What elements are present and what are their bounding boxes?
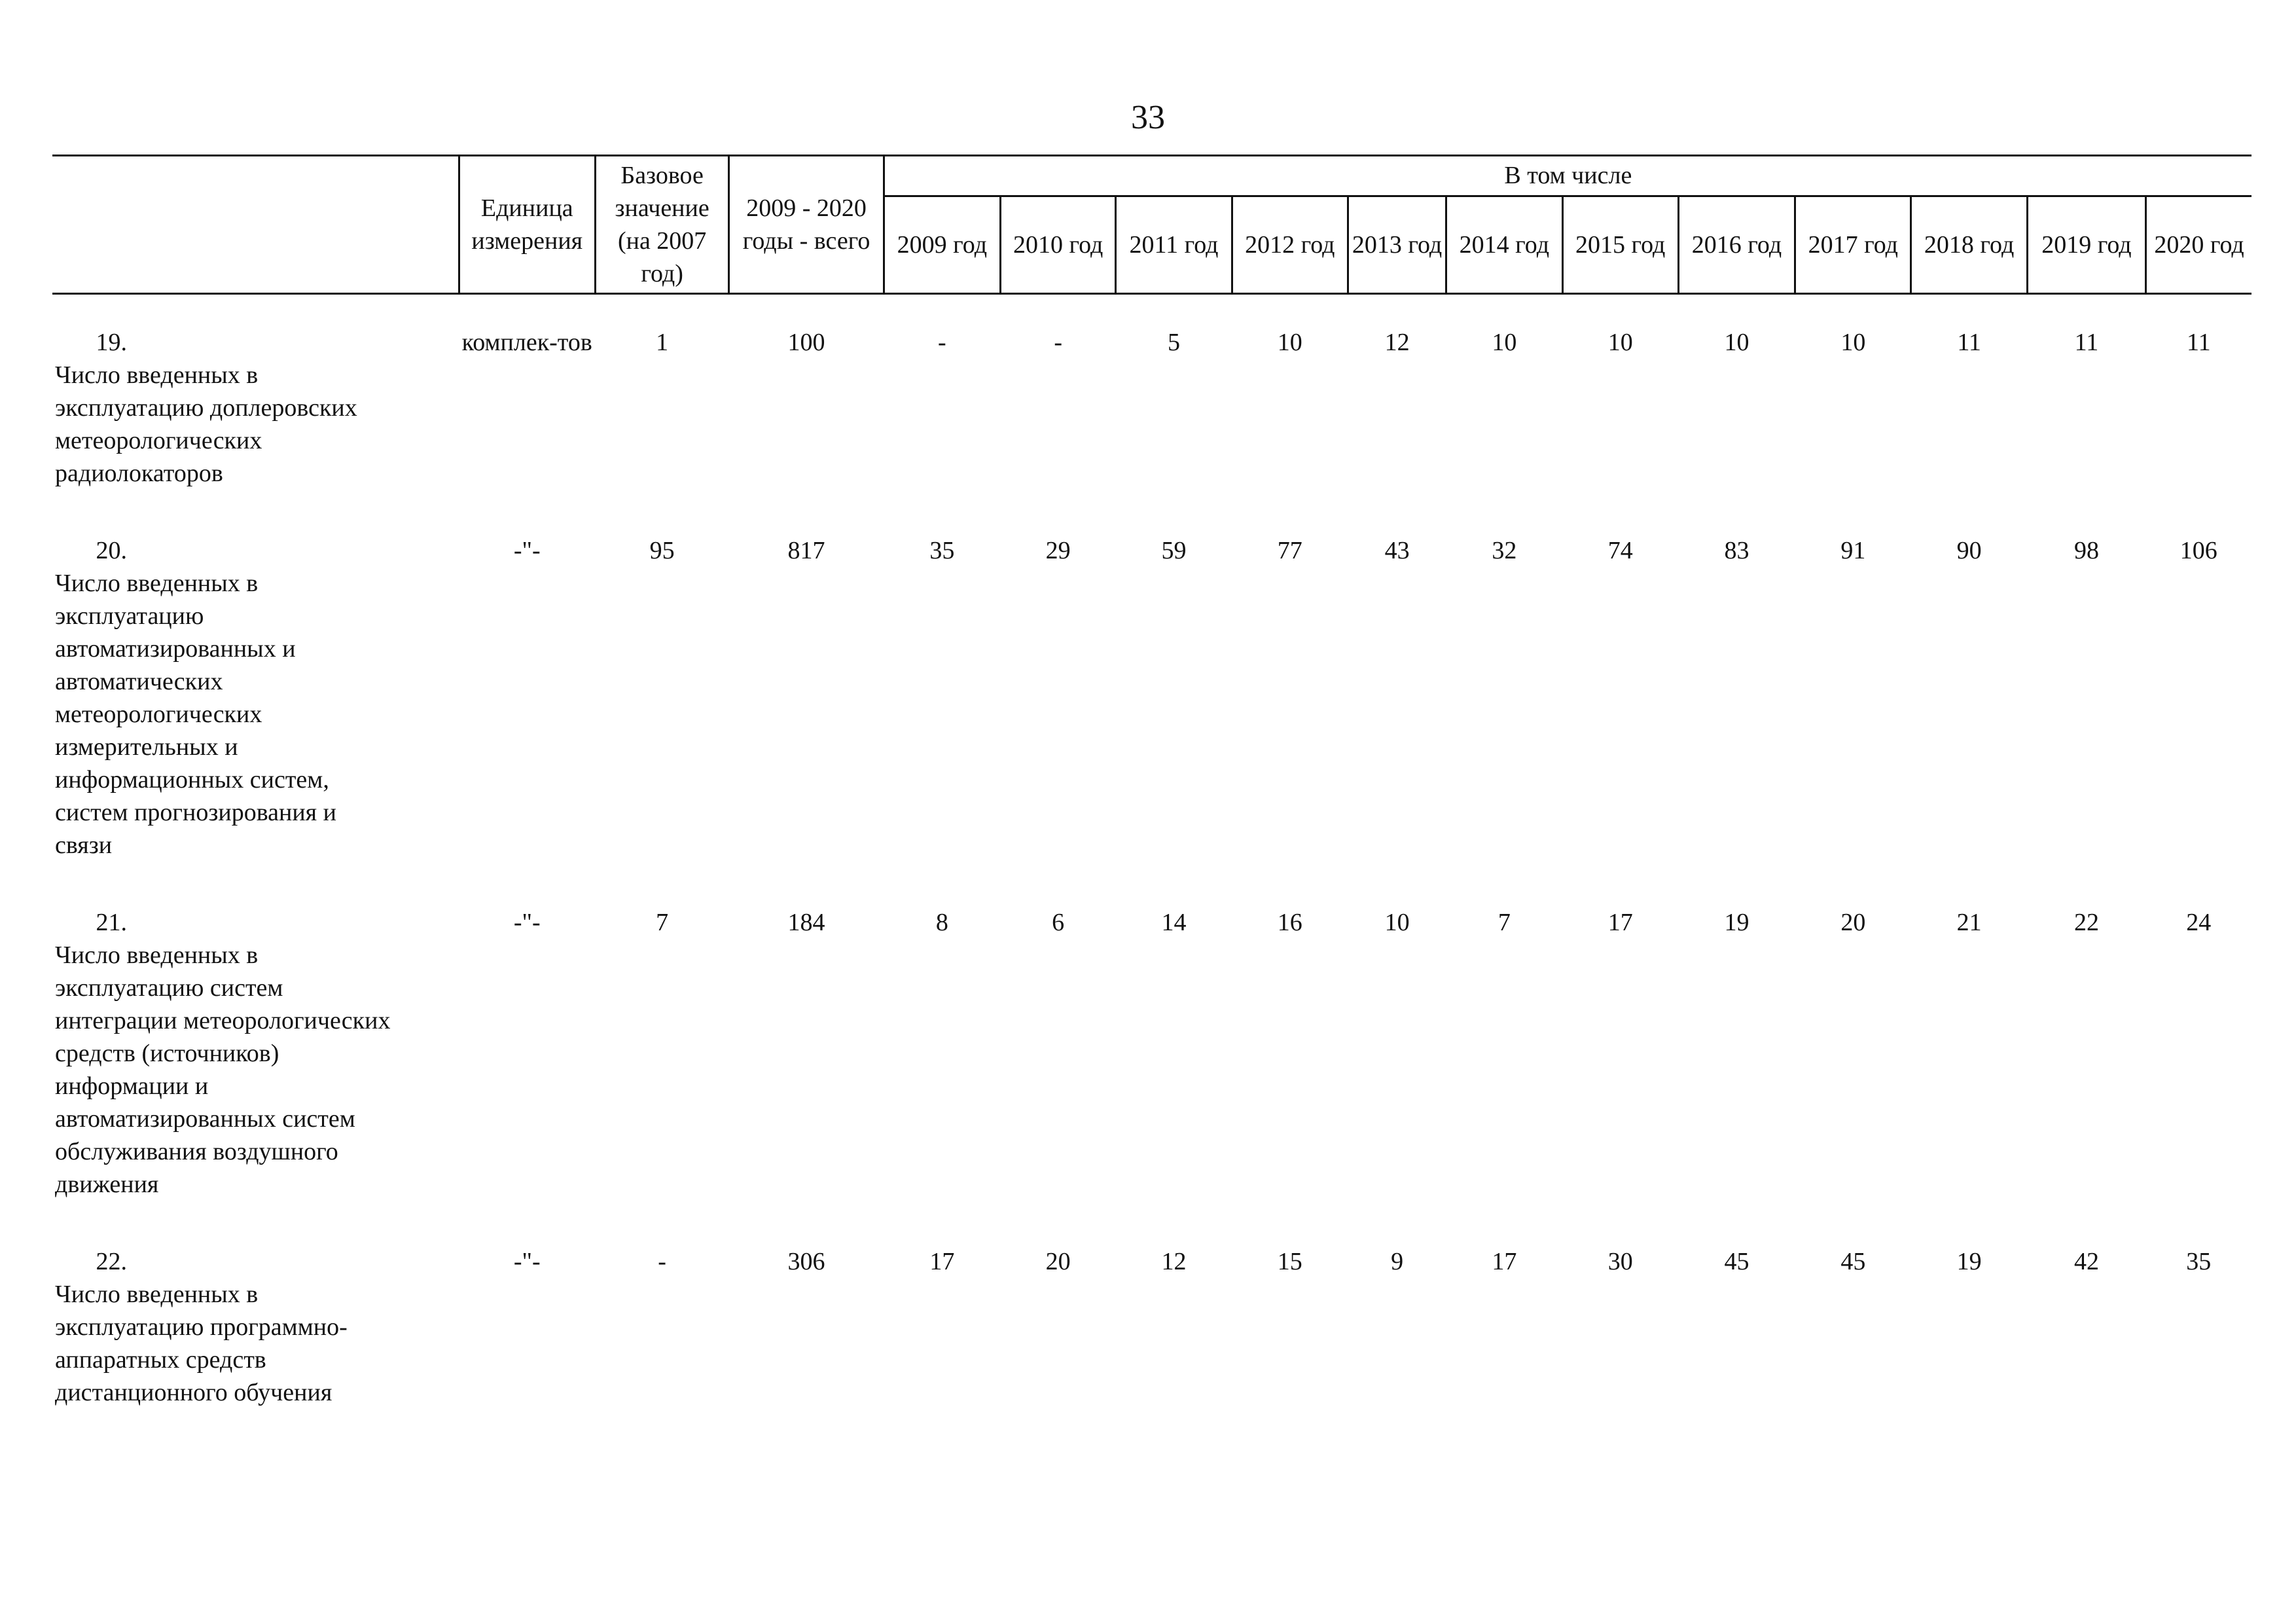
header-year: 2012 год [1232,196,1348,293]
header-blank [52,156,459,294]
header-year: 2014 год [1446,196,1562,293]
year-cell: 90 [1956,537,1982,564]
year-cell: 17 [1607,909,1633,936]
year-cell: 20 [1045,1248,1071,1275]
row-number: 22. [96,1248,127,1275]
row-number: 21. [96,909,127,936]
unit-cell: -"- [513,537,541,564]
year-cell: 6 [1052,909,1065,936]
year-cell: 10 [1384,909,1410,936]
year-cell: 16 [1277,909,1302,936]
header-base: Базовое значение (на 2007 год) [595,156,728,294]
header-year: 2017 год [1795,196,1911,293]
year-cell: 91 [1840,537,1866,564]
year-cell: 10 [1607,329,1633,356]
unit-cell: -"- [513,909,541,936]
year-cell: 10 [1724,329,1749,356]
header-year: 2013 год [1348,196,1446,293]
year-cell: 10 [1492,329,1517,356]
year-cell: 17 [929,1248,955,1275]
year-cell: 20 [1840,909,1866,936]
total-cell: 184 [787,909,825,936]
year-cell: 45 [1840,1248,1866,1275]
year-cell: 35 [2186,1248,2212,1275]
unit-cell: комплек-тов [461,329,592,356]
header-year: 2010 год [1001,196,1116,293]
total-cell: 100 [787,329,825,356]
header-year: 2019 год [2027,196,2145,293]
indicator-cell [52,1245,459,1453]
header-year: 2020 год [2146,196,2251,293]
year-cell: - [1054,329,1062,356]
year-cell: 19 [1956,1248,1982,1275]
unit-cell: -"- [513,1248,541,1275]
year-cell: 11 [2187,329,2211,356]
table-row [52,534,2251,906]
header-year: 2011 год [1116,196,1232,293]
indicator-name: Число введенных в эксплуатацию доплеровских метеорологических радиолокаторов [55,361,357,487]
header-year: 2009 год [884,196,1000,293]
page-number: 33 [1131,99,1165,136]
year-cell: 17 [1492,1248,1517,1275]
header-year: 2018 год [1911,196,2027,293]
total-cell: 817 [787,537,825,564]
table-row [52,326,2251,534]
year-cell: 7 [1498,909,1511,936]
year-cell: 9 [1391,1248,1404,1275]
year-cell: 74 [1607,537,1633,564]
year-cell: 12 [1161,1248,1187,1275]
year-cell: 19 [1724,909,1749,936]
year-cell: 30 [1607,1248,1633,1275]
indicator-cell [52,326,459,534]
total-cell: 306 [787,1248,825,1275]
year-cell: 83 [1724,537,1749,564]
year-cell: 32 [1492,537,1517,564]
base-cell: 7 [656,909,669,936]
indicator-cell [52,906,459,1245]
row-number: 19. [96,329,127,356]
year-cell: 14 [1161,909,1187,936]
table-row [52,906,2251,1245]
header-year: 2015 год [1562,196,1678,293]
year-cell: 43 [1384,537,1410,564]
indicator-cell [52,534,459,906]
year-cell: 5 [1167,329,1180,356]
year-cell: 10 [1277,329,1302,356]
indicator-name: Число введенных в эксплуатацию программно-аппаратных средств дистанционного обучения [55,1281,348,1406]
table-row [52,1245,2251,1453]
indicator-name: Число введенных в эксплуатацию автоматизированных и автоматических метеорологических измерительных и информационных систем, систем прогнозирования и связи [55,570,336,859]
year-cell: 45 [1724,1248,1749,1275]
year-cell: 22 [2073,909,2099,936]
year-cell: 11 [2074,329,2099,356]
year-cell: - [938,329,946,356]
year-cell: 10 [1840,329,1866,356]
table-header [52,156,2251,294]
base-cell: 1 [656,329,669,356]
year-cell: 15 [1277,1248,1302,1275]
year-cell: 77 [1277,537,1302,564]
year-cell: 11 [1957,329,1981,356]
year-cell: 42 [2073,1248,2099,1275]
base-cell: 95 [649,537,675,564]
year-cell: 35 [929,537,955,564]
year-cell: 8 [935,909,948,936]
indicator-name: Число введенных в эксплуатацию систем интеграции метеорологических средств (источников) информации и автоматизированных систем обслуживания воздушного движения [55,941,391,1198]
header-total: 2009 - 2020 годы - всего [729,156,884,294]
year-cell: 21 [1956,909,1982,936]
header-unit: Единица измерения [459,156,595,294]
year-cell: 12 [1384,329,1410,356]
year-cell: 98 [2073,537,2099,564]
year-cell: 106 [2179,537,2217,564]
base-cell: - [658,1248,666,1275]
indicators-table [52,155,2251,1453]
row-number: 20. [96,537,127,564]
year-cell: 24 [2186,909,2212,936]
year-cell: 29 [1045,537,1071,564]
header-year: 2016 год [1678,196,1795,293]
table-body [52,294,2251,1454]
header-group: В том числе [884,156,2251,196]
year-cell: 59 [1161,537,1187,564]
